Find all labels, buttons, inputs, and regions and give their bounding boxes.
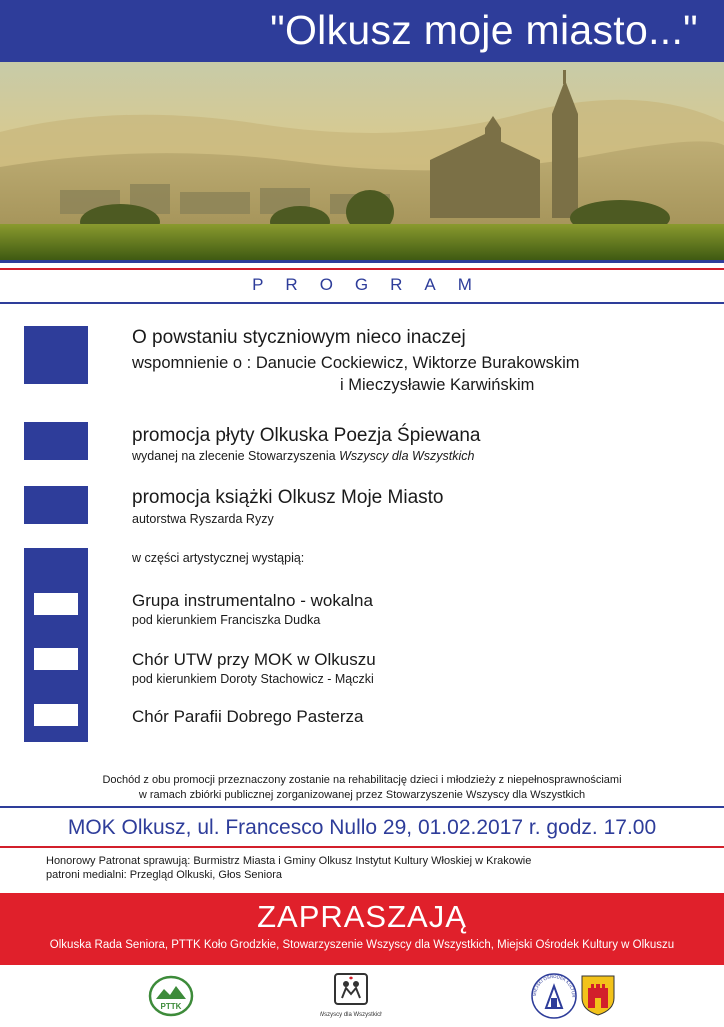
venue-datetime: MOK Olkusz, ul. Francesco Nullo 29, 01.02.2017 r. godz. 17.00 [67, 816, 657, 839]
divider-red [0, 846, 724, 848]
performer-director: pod kierunkiem Doroty Stachowicz - Mączki [132, 672, 374, 686]
media-patrons-line: patroni medialni: Przegląd Olkuski, Głos Seniora [46, 869, 283, 881]
mok-logo-text: MIEJSKI OŚRODEK KULTUR [531, 973, 577, 998]
performer-director: pod kierunkiem Franciszka Dudka [132, 613, 321, 627]
charity-note-line: Dochód z obu promocji przeznaczony zostanie na rehabilitację dzieci i młodzieży z niepełnosprawnościami [102, 774, 622, 786]
performer-name: Grupa instrumentalno - wokalna [132, 591, 373, 610]
invite-heading: ZAPRASZAJĄ [257, 899, 467, 934]
title-band [0, 0, 724, 62]
program-marker-square [24, 422, 88, 460]
divider-blue [0, 302, 724, 304]
pttk-logo-text: PTTK [160, 1002, 182, 1011]
mok-logo [530, 972, 578, 1020]
program-item-title: promocja książki Olkusz Moje Miasto [132, 487, 444, 508]
patronage-line: Honorowy Patronat sprawują: Burmistrz Miasta i Gminy Olkusz Instytut Kultury Włoskiej w Krakowie [46, 855, 532, 867]
wdw-logo-text: Wszyscy dla Wszystkich [320, 1012, 382, 1018]
program-item-subtitle: i Mieczysławie Karwińskim [340, 376, 535, 394]
olkusz-coat-of-arms-logo [580, 974, 616, 1016]
charity-note-line: w ramach zbiórki publicznej zorganizowanej przez Stowarzyszenie Wszyscy dla Wszystkich [138, 789, 586, 801]
divider-red [0, 268, 724, 270]
program-item-subtitle: wspomnienie o : Danucie Cockiewicz, Wiktorze Burakowskim [132, 354, 580, 372]
performer-marker-slot [34, 593, 78, 615]
program-item-subtitle [132, 448, 475, 464]
artistic-intro: w części artystycznej wystąpią: [132, 551, 305, 565]
pttk-logo [148, 975, 194, 1017]
poster-title: "Olkusz moje miasto..." [270, 7, 698, 53]
subtitle-italic: Wszyscy dla Wszystkich [339, 449, 475, 463]
artistic-marker-bar [24, 548, 88, 742]
program-item-title: promocja płyty Olkuska Poezja Śpiewana [132, 425, 481, 446]
wszyscy-dla-wszystkich-logo [320, 972, 382, 1022]
program-heading: PROGRAM [252, 275, 494, 294]
program-marker-square [24, 326, 88, 384]
divider-blue [0, 260, 724, 263]
subtitle-prefix: wydanej na zlecenie Stowarzyszenia [132, 449, 340, 463]
divider-blue [0, 806, 724, 808]
performer-marker-slot [34, 704, 78, 726]
performer-marker-slot [34, 648, 78, 670]
invite-band [0, 893, 724, 965]
organizers-list: Olkuska Rada Seniora, PTTK Koło Grodzkie, Stowarzyszenie Wszyscy dla Wszystkich, Miejski Ośrodek Kultury w Olkuszu [49, 939, 675, 951]
program-item-subtitle: autorstwa Ryszarda Ryzy [132, 512, 274, 526]
performer-name: Chór Parafii Dobrego Pasterza [132, 707, 364, 726]
performer-name: Chór UTW przy MOK w Olkuszu [132, 650, 376, 669]
landscape-photo [0, 62, 724, 260]
program-marker-square [24, 486, 88, 524]
program-item-title: O powstaniu styczniowym nieco inaczej [132, 327, 466, 348]
